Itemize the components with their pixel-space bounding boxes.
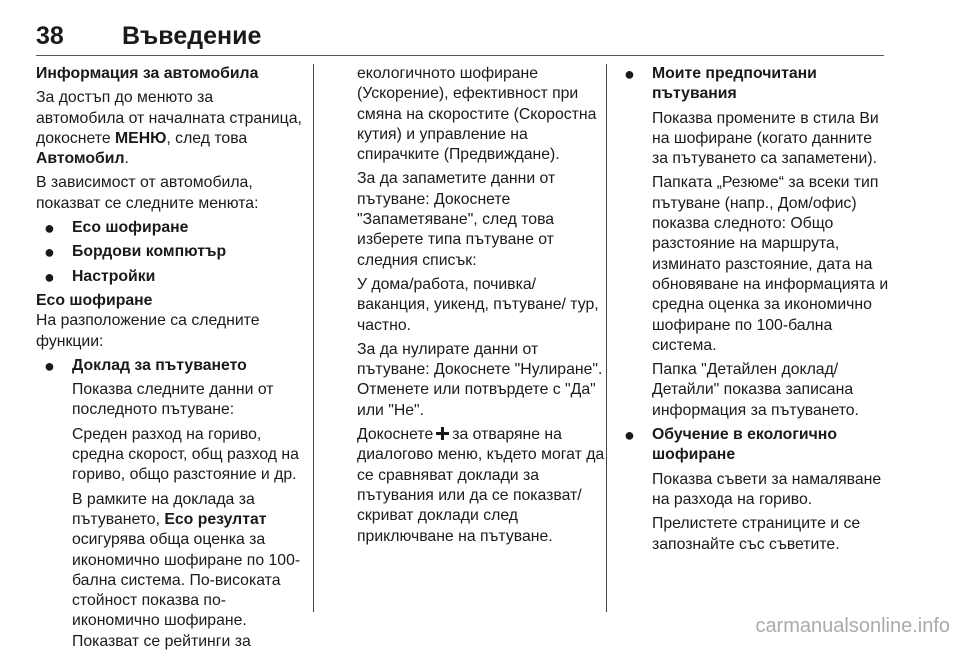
- bullet-icon: ●: [624, 425, 635, 446]
- list-item: ● Настройки: [44, 266, 156, 287]
- column-1: [36, 64, 302, 656]
- preferred-trips-text-3: Папка "Детайлен доклад/ Детайли" показва записана информация за пътуването.: [652, 361, 859, 419]
- bullet-icon: ●: [44, 355, 55, 376]
- trip-types-paragraph: У дома/работа, почивка/ ваканция, уикенд, пътуване/ тур, частно.: [357, 275, 599, 334]
- dialog-menu-paragraph: Докоснете за отваряне на диалогово меню, където могат да се сравняват доклади за пътувания или да се показват/ скриват доклади след приключване на пътуване.: [357, 426, 605, 545]
- trip-report-text-1: Показва следните данни от последното пътуване:: [72, 381, 274, 419]
- trip-report-text-3: В рамките на доклада за пътуването, Eco резултат осигурява обща оценка за икономично шофиране по 100-бална система. По-високата стойност показва по-икономично шофиране. Показват се рейтинги за: [72, 490, 301, 650]
- save-trip-paragraph: За да запаметите данни от пътуване: Докоснете "Запаметяване", след това изберете типа пътуване от следния списък:: [357, 170, 556, 269]
- vehicle-info-access-paragraph: За достъп до менюто за автомобила от началната страница, докоснете МЕНЮ, след това Автомобил.: [36, 89, 302, 168]
- bullet-icon: ●: [44, 242, 55, 263]
- eco-driving-heading: Eco шофиране: [36, 291, 153, 309]
- bullet-icon: ●: [44, 266, 55, 287]
- vehicle-info-heading: Информация за автомобила: [36, 65, 259, 82]
- page-number: 38: [36, 22, 64, 50]
- trip-report-text-2: Среден разход на гориво, средна скорост, общ разход на гориво, общо разстояние и др.: [72, 425, 299, 484]
- eco-score-keyword: Eco резултат: [164, 510, 267, 528]
- column-3: [616, 64, 890, 559]
- page-header: [36, 22, 884, 52]
- section-title: Въведение: [122, 22, 262, 50]
- list-item: ● Моите предпочитани пътувания: [624, 64, 817, 103]
- reset-trip-paragraph: За да нулирате данни от пътуване: Докоснете "Нулиране". Отменете или потвърдете с "Да" или "Не".: [357, 340, 603, 419]
- list-item: ● Обучение в екологично шофиране: [624, 425, 837, 464]
- list-item: ● Бордови компютър: [44, 242, 227, 263]
- bullet-icon: ●: [624, 64, 635, 84]
- eco-driving-intro: На разположение са следните функции:: [36, 312, 260, 350]
- plus-icon: [436, 427, 449, 440]
- watermark: carmanualsonline.info: [755, 615, 950, 637]
- eco-ratings-paragraph: екологичното шофиране (Ускорение), ефективност при смяна на скоростите (Скоростна кутия) и управление на спирачките (Предвиждане).: [357, 65, 597, 164]
- column-divider: [606, 64, 607, 612]
- preferred-trips-text-1: Показва промените в стила Ви на шофиране (когато данните за пътуването са запаметени).: [652, 109, 879, 168]
- column-2: [357, 64, 605, 551]
- column-divider: [313, 64, 314, 612]
- list-item: ● Eco шофиране: [44, 218, 189, 239]
- vehicle-info-menus-paragraph: В зависимост от автомобила, показват се следните менюта:: [36, 174, 259, 212]
- list-item: ● Доклад за пътуването: [44, 355, 247, 376]
- vehicle-keyword: Автомобил: [36, 150, 125, 168]
- header-rule: [36, 55, 884, 56]
- preferred-trips-text-2: Папката „Резюме“ за всеки тип пътуване (напр., Дом/офис) показва следното: Общо разстояние на маршрута, изминато разстояние, дата на обновяване на информацията и средна оценка за икономично шофиране по 100-бална система.: [652, 174, 889, 354]
- training-text-1: Показва съвети за намаляване на разхода на гориво.: [652, 470, 882, 508]
- training-text-2: Прелистете страниците и се запознайте със съветите.: [652, 515, 861, 553]
- menu-keyword: МЕНЮ: [115, 129, 167, 147]
- bullet-icon: ●: [44, 218, 55, 239]
